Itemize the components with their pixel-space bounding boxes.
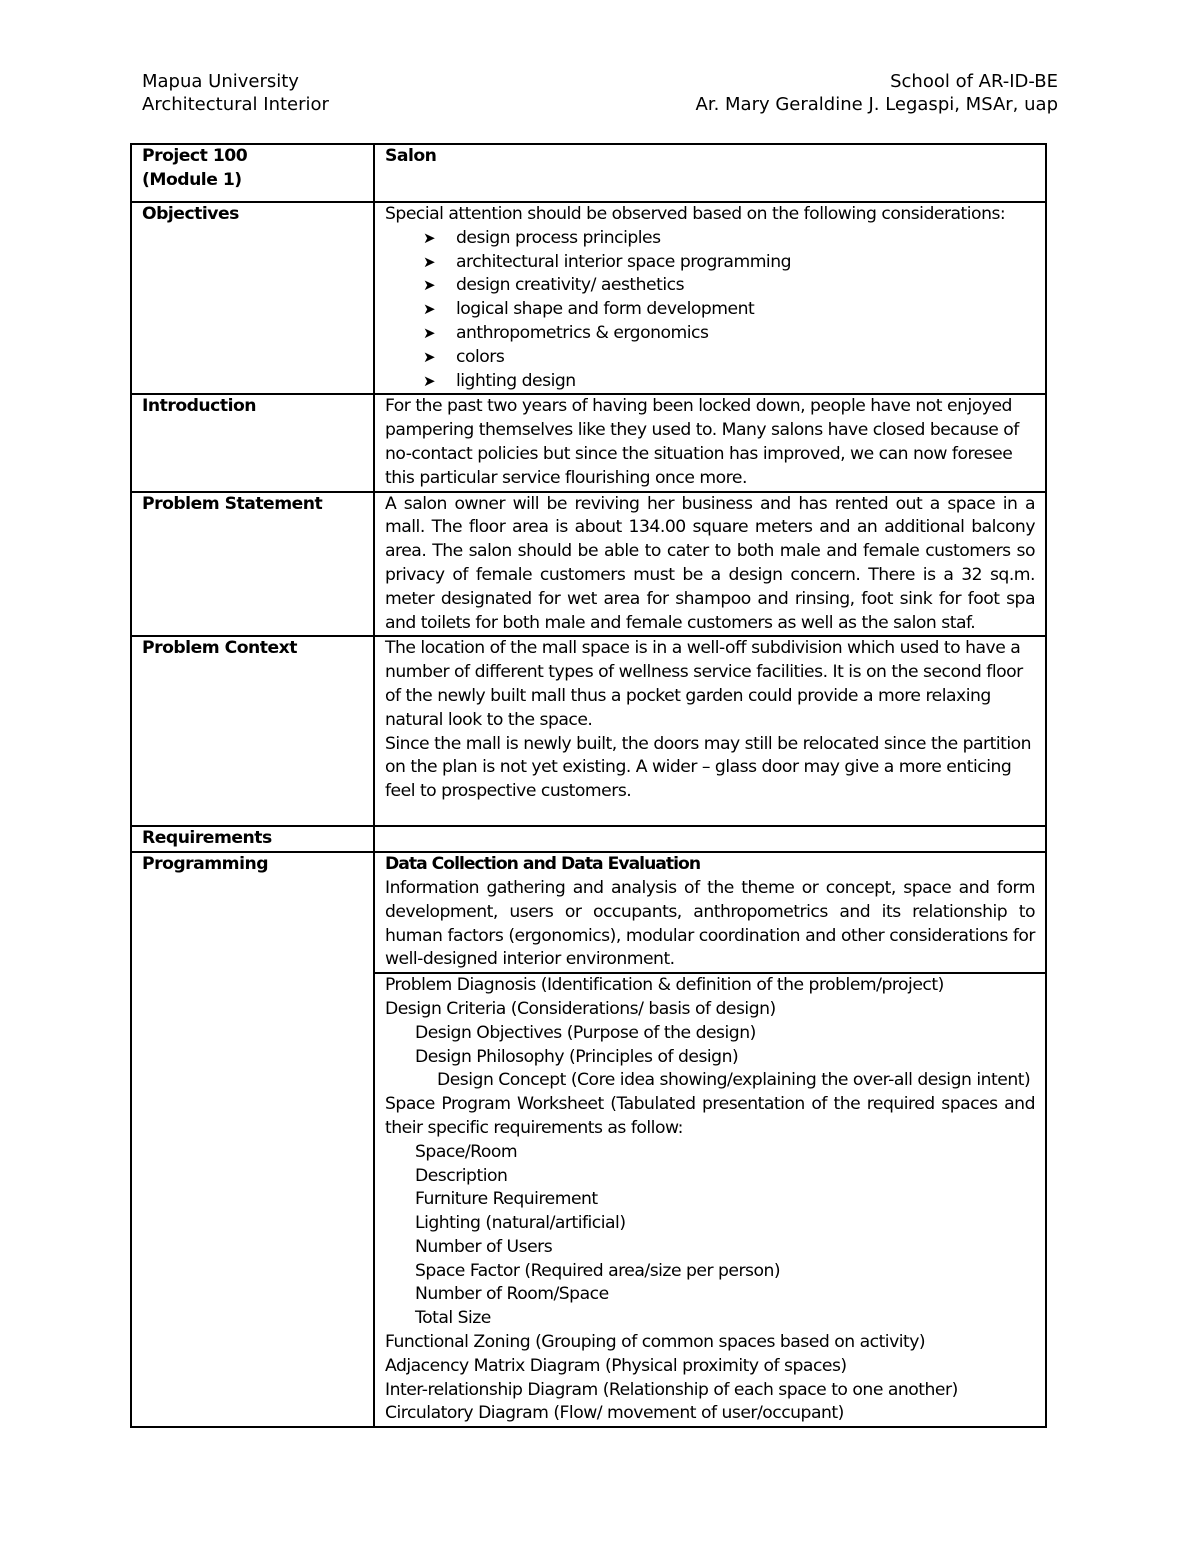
space-program-item: Space/Room: [415, 1141, 518, 1162]
programming-details-cell: [374, 973, 1046, 1427]
objective-item-text: anthropometrics & ergonomics: [456, 322, 709, 343]
programming-label: Programming: [131, 852, 374, 1427]
instructor-name: Ar. Mary Geraldine J. Legaspi, MSAr, uap: [695, 94, 1058, 115]
adjacency-matrix: Adjacency Matrix Diagram (Physical proximity of spaces): [385, 1355, 847, 1376]
objective-item: [423, 346, 1035, 370]
project-number: Project 100: [142, 146, 248, 166]
objective-item: [423, 227, 1035, 251]
problem-context-content: [374, 636, 1046, 826]
title-row: [131, 144, 1046, 202]
project-module: (Module 1): [142, 169, 242, 190]
project-label-cell: [131, 144, 374, 202]
objective-item: [423, 274, 1035, 298]
arrowhead-bullet-icon: ➤: [423, 252, 436, 271]
requirements-content: [374, 826, 1046, 852]
data-collection-heading: Data Collection and Data Evaluation: [385, 854, 701, 875]
objectives-list: [385, 227, 1035, 394]
problem-statement-row: [131, 492, 1046, 637]
problem-context-para2: Since the mall is newly built, the doors may still be relocated since the partition on the plan is not yet existing. A wider – glass door may give a more enticing feel to prospective customers.: [385, 733, 1032, 802]
project-title-cell: [374, 144, 1046, 202]
problem-diagnosis: Problem Diagnosis (Identification & definition of the problem/project): [385, 975, 944, 996]
space-program-item: Description: [415, 1165, 508, 1186]
space-program-item: Number of Users: [415, 1236, 553, 1257]
data-collection-cell: [374, 852, 1046, 973]
problem-context-row: [131, 636, 1046, 826]
design-philosophy: Design Philosophy (Principles of design): [415, 1046, 739, 1067]
objective-item: [423, 370, 1035, 394]
design-concept: Design Concept (Core idea showing/explaining the over-all design intent): [437, 1070, 1031, 1091]
arrowhead-bullet-icon: ➤: [423, 300, 436, 319]
problem-statement-text: A salon owner will be reviving her business and has rented out a space in a mall. The floor area is about 134.00 square meters and an additional balcony area. The salon should be able to cater to both male and female customers so privacy of female customers must be a design concern. There is a 32 sq.m. meter designated for wet area for shampoo and rinsing, foot sink for foot spa and toilets for both male and female customers as well as the salon staf.: [374, 492, 1046, 637]
space-program-item: Total Size: [415, 1308, 491, 1329]
inter-relationship: Inter-relationship Diagram (Relationship of each space to one another): [385, 1379, 958, 1400]
school-name: School of AR-ID-BE: [890, 71, 1058, 92]
objective-item-text: colors: [456, 346, 505, 367]
objectives-row: [131, 202, 1046, 394]
objective-item-text: design creativity/ aesthetics: [456, 275, 685, 296]
arrowhead-bullet-icon: ➤: [423, 323, 436, 342]
page-header-right: [696, 70, 1058, 116]
university-name: Mapua University: [142, 71, 299, 92]
problem-context-para1: The location of the mall space is in a well-off subdivision which used to have a number of different types of wellness service facilities. It is on the second floor of the newly built mall thus a pocket garden could provide a more relaxing natural look to the space.: [385, 638, 1023, 730]
objectives-intro: Special attention should be observed based on the following considerations:: [385, 204, 1006, 224]
project-title: Salon: [385, 146, 437, 166]
requirements-label: Requirements: [131, 826, 374, 852]
objective-item: [423, 298, 1035, 322]
objective-item-text: logical shape and form development: [456, 299, 755, 320]
circulatory-diagram: Circulatory Diagram (Flow/ movement of user/occupant): [385, 1403, 844, 1424]
space-program-item: Lighting (natural/artificial): [415, 1213, 626, 1234]
space-program-worksheet: Space Program Worksheet (Tabulated presentation of the required spaces and their specific requirements as follow:: [385, 1094, 1035, 1138]
objective-item: [423, 251, 1035, 275]
problem-context-label: Problem Context: [131, 636, 374, 826]
space-program-items: [385, 1141, 1035, 1331]
page-header-left: [142, 70, 329, 116]
objective-item-text: design process principles: [456, 227, 661, 248]
objectives-label: Objectives: [131, 202, 374, 394]
space-program-item: Space Factor (Required area/size per person): [415, 1260, 781, 1281]
arrowhead-bullet-icon: ➤: [423, 371, 436, 390]
project-brief-table: [130, 143, 1047, 1428]
objective-item-text: architectural interior space programming: [456, 251, 792, 272]
introduction-text: For the past two years of having been locked down, people have not enjoyed pampering themselves like they used to. Many salons have closed because of no-contact policies but since the situation has improved, we can now foresee this particular service flourishing once more.: [374, 394, 1046, 491]
functional-zoning: Functional Zoning (Grouping of common spaces based on activity): [385, 1332, 926, 1353]
department-name: Architectural Interior: [142, 94, 329, 115]
requirements-row: [131, 826, 1046, 852]
data-collection-text: Information gathering and analysis of the theme or concept, space and form development, users or occupants, anthropometrics and its relationship to human factors (ergonomics), modular coordination and other considerations for well-designed interior environment.: [385, 877, 1035, 970]
introduction-label: Introduction: [131, 394, 374, 491]
introduction-row: [131, 394, 1046, 491]
arrowhead-bullet-icon: ➤: [423, 347, 436, 366]
space-program-item: Number of Room/Space: [415, 1284, 609, 1305]
objectives-content: [374, 202, 1046, 394]
problem-statement-label: Problem Statement: [131, 492, 374, 637]
space-program-item: Furniture Requirement: [415, 1189, 598, 1210]
design-objectives: Design Objectives (Purpose of the design): [415, 1022, 756, 1043]
arrowhead-bullet-icon: ➤: [423, 276, 436, 295]
arrowhead-bullet-icon: ➤: [423, 228, 436, 247]
objective-item: [423, 322, 1035, 346]
design-criteria: Design Criteria (Considerations/ basis of design): [385, 998, 776, 1019]
programming-row-1: [131, 852, 1046, 973]
objective-item-text: lighting design: [456, 370, 576, 391]
